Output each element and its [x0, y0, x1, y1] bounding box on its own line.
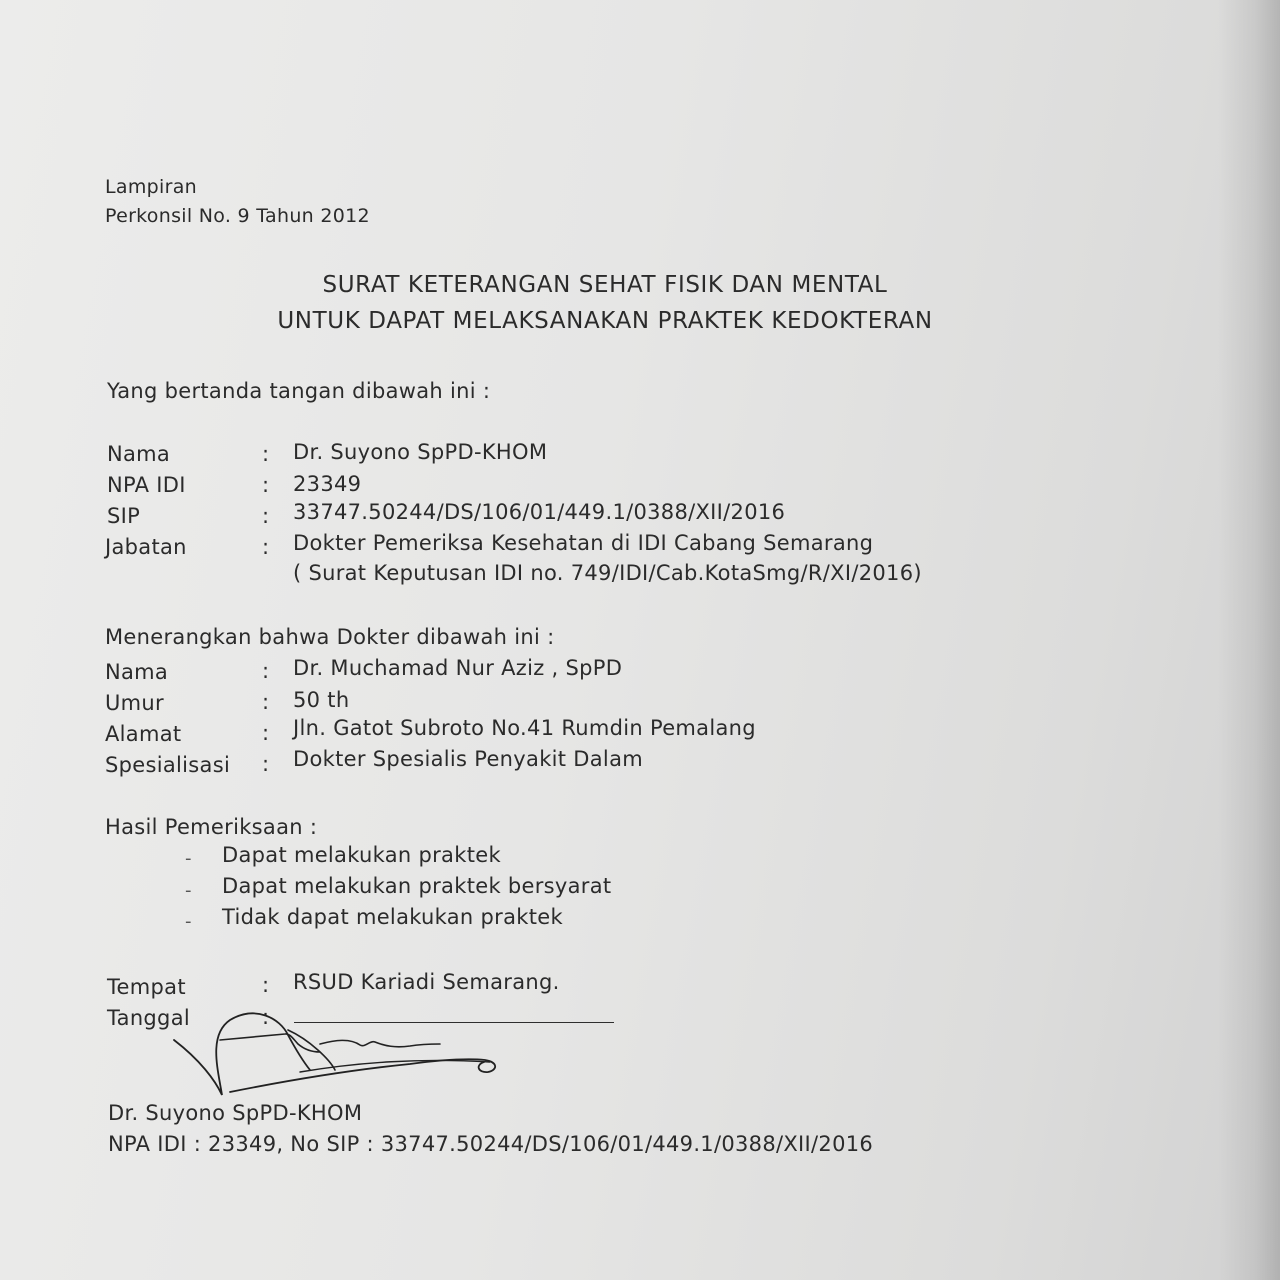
handwritten-signature [160, 1000, 520, 1110]
doctor-nama-value: Dr. Muchamad Nur Aziz , SpPD [293, 656, 623, 680]
doctor-spesialisasi-label: Spesialisasi [105, 753, 231, 777]
list-bullet: - [185, 848, 192, 869]
tanggal-label: Tanggal [107, 1006, 190, 1030]
list-bullet: - [185, 911, 192, 932]
page-edge-shadow [1218, 0, 1280, 1280]
colon: : [262, 721, 270, 745]
signer-npa-value: 23349 [293, 472, 362, 496]
document-title-line2: UNTUK DAPAT MELAKSANAKAN PRAKTEK KEDOKTERAN [277, 308, 933, 334]
signer-nama-value: Dr. Suyono SpPD-KHOM [293, 440, 548, 464]
colon: : [262, 442, 270, 466]
footer-signer-ids: NPA IDI : 23349, No SIP : 33747.50244/DS/106/01/449.1/0388/XII/2016 [108, 1132, 874, 1156]
result-item-praktek: Dapat melakukan praktek [222, 843, 501, 867]
result-item-tidak: Tidak dapat melakukan praktek [222, 905, 563, 929]
doctor-umur-label: Umur [105, 691, 164, 715]
intro-text: Yang bertanda tangan dibawah ini : [107, 379, 491, 403]
document-title-line1: SURAT KETERANGAN SEHAT FISIK DAN MENTAL [322, 272, 888, 298]
signer-sip-value: 33747.50244/DS/106/01/449.1/0388/XII/2016 [293, 500, 786, 524]
results-heading: Hasil Pemeriksaan : [105, 815, 318, 839]
signer-sip-label: SIP [107, 504, 141, 528]
colon: : [262, 535, 270, 559]
colon: : [262, 659, 270, 683]
header-perkonsil: Perkonsil No. 9 Tahun 2012 [105, 205, 370, 227]
signer-npa-label: NPA IDI [107, 473, 186, 497]
list-bullet: - [185, 880, 192, 901]
colon: : [262, 973, 270, 997]
doctor-alamat-value: Jln. Gatot Subroto No.41 Rumdin Pemalang [293, 716, 756, 740]
signer-jabatan-label: Jabatan [105, 535, 187, 559]
doctor-umur-value: 50 th [293, 688, 350, 712]
doctor-nama-label: Nama [105, 660, 169, 684]
tempat-label: Tempat [107, 975, 186, 999]
footer-signer-name: Dr. Suyono SpPD-KHOM [108, 1101, 363, 1125]
colon: : [262, 504, 270, 528]
result-item-bersyarat: Dapat melakukan praktek bersyarat [222, 874, 612, 898]
signer-jabatan-value: Dokter Pemeriksa Kesehatan di IDI Cabang Semarang [293, 531, 874, 555]
colon: : [262, 1005, 270, 1029]
signer-jabatan-note: ( Surat Keputusan IDI no. 749/IDI/Cab.KotaSmg/R/XI/2016) [293, 561, 922, 585]
statement-text: Menerangkan bahwa Dokter dibawah ini : [105, 625, 555, 649]
colon: : [262, 752, 270, 776]
signer-nama-label: Nama [107, 442, 171, 466]
colon: : [262, 473, 270, 497]
tempat-value: RSUD Kariadi Semarang. [293, 970, 560, 994]
colon: : [262, 690, 270, 714]
header-lampiran: Lampiran [105, 176, 197, 198]
doctor-spesialisasi-value: Dokter Spesialis Penyakit Dalam [293, 747, 643, 771]
doctor-alamat-label: Alamat [105, 722, 182, 746]
